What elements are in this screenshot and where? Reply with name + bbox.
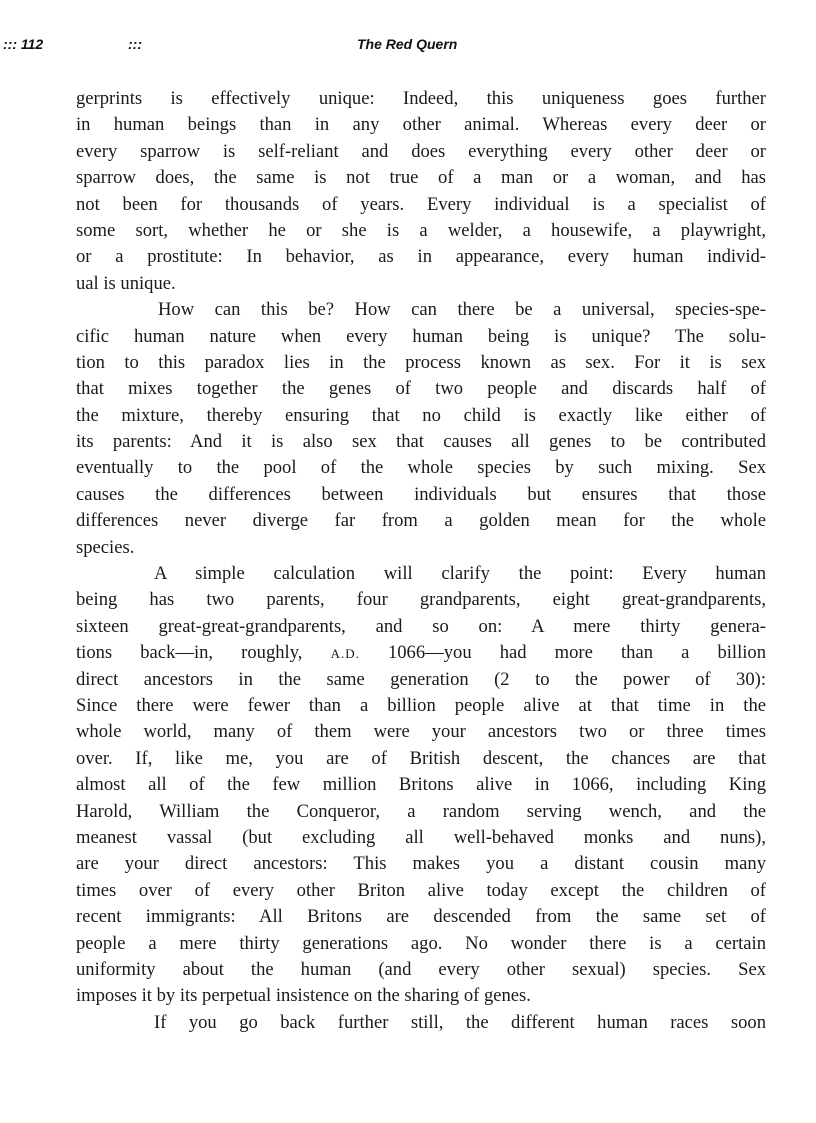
text-line: times over of every other Briton alive today except the children of bbox=[76, 879, 766, 901]
text-line: differences never diverge far from a golden mean for the whole bbox=[76, 510, 766, 532]
text-line: Harold, William the Conqueror, a random serving wench, and the bbox=[76, 800, 766, 822]
text-line: the mixture, thereby ensuring that no child is exactly like either of bbox=[76, 404, 766, 426]
text-line: not been for thousands of years. Every individual is a specialist of bbox=[76, 193, 766, 215]
text-line: people a mere thirty generations ago. No wonder there is a certain bbox=[76, 932, 766, 954]
text-line: ual is unique. bbox=[76, 272, 176, 294]
text-line: over. If, like me, you are of British descent, the chances are that bbox=[76, 747, 766, 769]
text-line: some sort, whether he or she is a welder, a housewife, a playwright, bbox=[76, 219, 766, 241]
text-line: Since there were fewer than a billion people alive at that time in the bbox=[76, 694, 766, 716]
text-fragment: 1066—you had more than a billion bbox=[387, 642, 766, 664]
text-line: sixteen great-great-grandparents, and so on: A mere thirty genera- bbox=[76, 615, 766, 637]
text-line: tion to this paradox lies in the process known as sex. For it is sex bbox=[76, 351, 766, 373]
text-line: being has two parents, four grandparents, eight great-grandparents, bbox=[76, 589, 766, 611]
text-line: species. bbox=[76, 536, 135, 558]
text-line: almost all of the few million Britons alive in 1066, including King bbox=[76, 774, 766, 796]
text-line: causes the differences between individuals but ensures that those bbox=[76, 483, 766, 505]
text-line: eventually to the pool of the whole species by such mixing. Sex bbox=[76, 457, 766, 479]
text-line: imposes it by its perpetual insistence on the sharing of genes. bbox=[76, 985, 531, 1007]
running-title: The Red Quern bbox=[357, 36, 458, 52]
text-line: recent immigrants: All Britons are descended from the same set of bbox=[76, 906, 766, 928]
text-line: that mixes together the genes of two people and discards half of bbox=[76, 378, 766, 400]
text-fragment: tions back—in, roughly, bbox=[76, 642, 303, 664]
text-line: If you go back further still, the different human races soon bbox=[154, 1011, 766, 1033]
text-line: in human beings than in any other animal. Whereas every deer or bbox=[76, 114, 766, 136]
text-line: its parents: And it is also sex that causes all genes to be contributed bbox=[76, 431, 766, 453]
running-header bbox=[0, 36, 816, 56]
text-line: A simple calculation will clarify the point: Every human bbox=[154, 563, 766, 585]
text-line: cific human nature when every human being is unique? The solu- bbox=[76, 325, 766, 347]
era-abbreviation: A.D. bbox=[330, 646, 360, 662]
text-line: every sparrow is self-reliant and does everything every other deer or bbox=[76, 140, 766, 162]
text-line: meanest vassal (but excluding all well-behaved monks and nuns), bbox=[76, 826, 766, 848]
header-separator: ::: bbox=[128, 36, 142, 52]
text-line: or a prostitute: In behavior, as in appearance, every human individ- bbox=[76, 246, 766, 268]
text-line: gerprints is effectively unique: Indeed, this uniqueness goes further bbox=[76, 88, 766, 109]
text-line: sparrow does, the same is not true of a man or a woman, and has bbox=[76, 167, 766, 189]
page-number: ::: 112 bbox=[3, 36, 44, 52]
text-line: How can this be? How can there be a universal, species-spe- bbox=[158, 299, 766, 321]
text-line: whole world, many of them were your ancestors two or three times bbox=[76, 721, 766, 743]
text-line-with-era bbox=[76, 640, 766, 666]
body-text bbox=[76, 86, 766, 1036]
text-line: are your direct ancestors: This makes you a distant cousin many bbox=[76, 853, 766, 875]
text-line: direct ancestors in the same generation (2 to the power of 30): bbox=[76, 668, 766, 690]
text-line: uniformity about the human (and every other sexual) species. Sex bbox=[76, 958, 766, 980]
